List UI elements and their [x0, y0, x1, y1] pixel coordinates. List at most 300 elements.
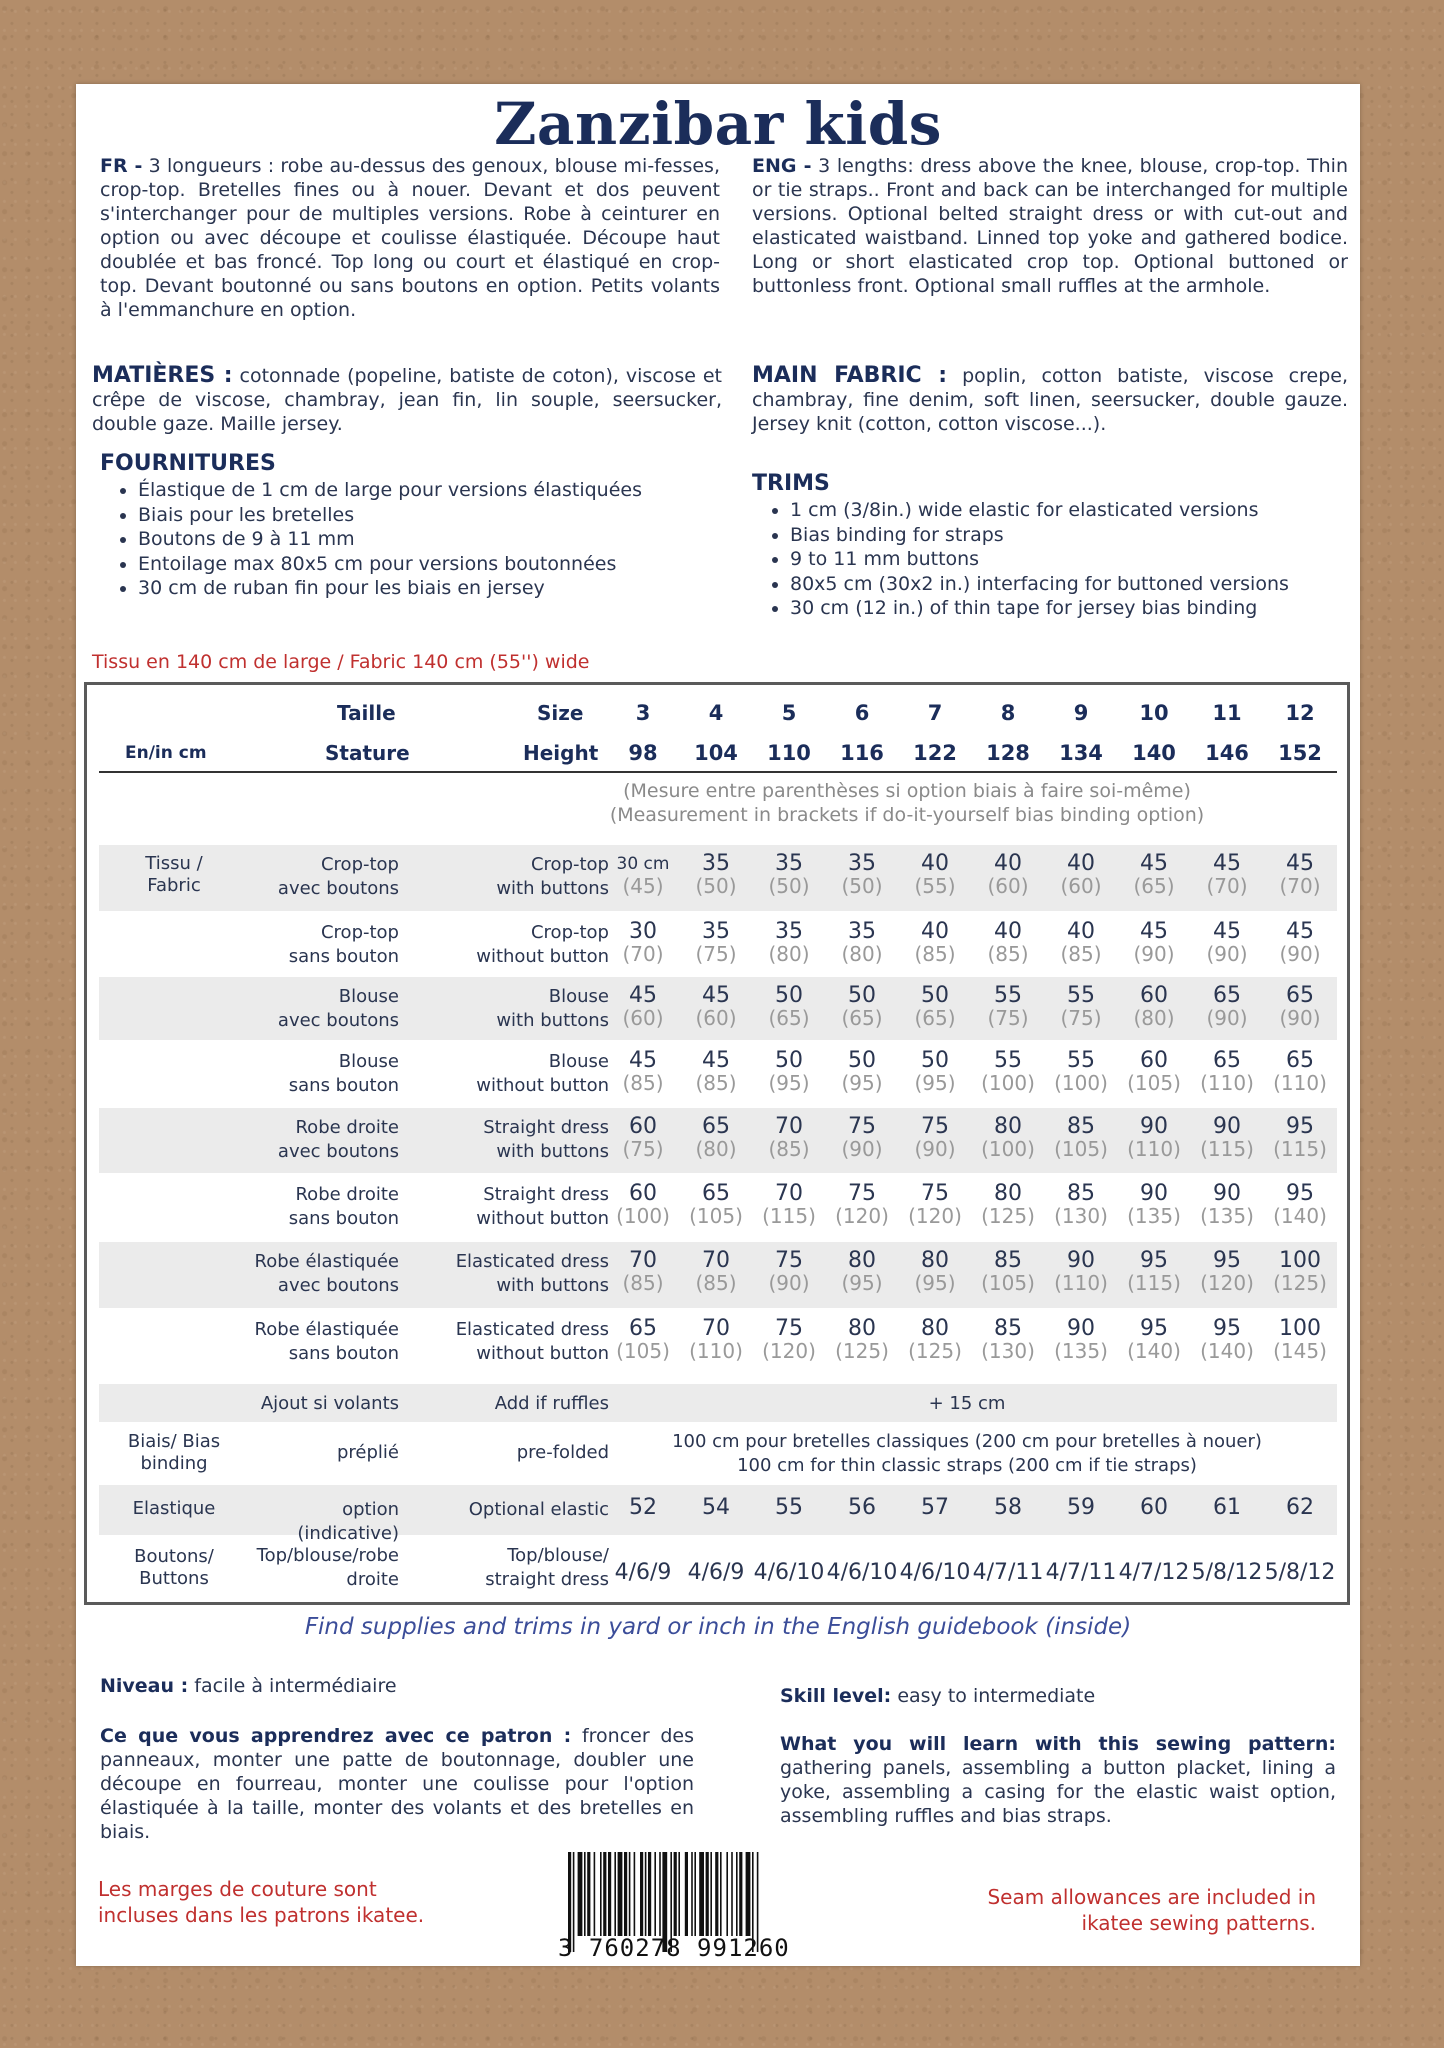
cell-value: 40: [1067, 851, 1095, 876]
table-cell: [1118, 1183, 1190, 1227]
cell-value: 45: [702, 1048, 730, 1073]
table-cell: [607, 1116, 679, 1160]
cell-value: 35: [848, 919, 876, 944]
barcode-bar: [720, 1852, 722, 1936]
cell-value: 50: [848, 983, 876, 1008]
cell-value: 55: [1067, 1048, 1095, 1073]
cell-bias-value: (115): [762, 1204, 816, 1228]
cell-bias-value: (115): [1273, 1137, 1327, 1161]
page-title: Zanzibar kids: [494, 90, 942, 158]
learn-en: [780, 1732, 1336, 1828]
cell-bias-value: (105): [689, 1204, 743, 1228]
table-cell: [1191, 1183, 1263, 1227]
supplies-fr-title: FOURNITURES: [100, 451, 276, 476]
cell-value: 50: [775, 983, 803, 1008]
barcode-bar: [659, 1852, 661, 1936]
ruffles-value: + 15 cm: [928, 1393, 1006, 1414]
barcode-bar: [603, 1852, 606, 1936]
table-cell: [826, 1116, 898, 1160]
cell-value: 56: [848, 1495, 876, 1520]
height-header: Height: [523, 741, 599, 765]
cell-bias-value: (95): [914, 1071, 956, 1095]
row-label-en: Blouse without button: [476, 1051, 609, 1096]
cell-value: 45: [1140, 851, 1168, 876]
cell-value: 65: [702, 1114, 730, 1139]
materials-en: [752, 364, 1348, 436]
ruffles-fr: Ajout si volants: [260, 1393, 399, 1414]
table-cell: [1118, 1116, 1190, 1160]
level-fr-label: Niveau :: [100, 1675, 189, 1697]
row-label-en: Straight dress with buttons: [483, 1117, 609, 1162]
cell-value: 4/6/9: [687, 1560, 745, 1585]
table-cell: [753, 921, 825, 965]
barcode-bar: [618, 1852, 623, 1936]
table-cell: [972, 921, 1044, 965]
cell-bias-value: (85): [1060, 942, 1102, 966]
cell-value: 4/6/9: [614, 1560, 672, 1585]
table-row: [99, 845, 1337, 911]
cell-value: 40: [921, 851, 949, 876]
height-122: 122: [913, 741, 957, 765]
cell-value: 60: [1140, 1495, 1168, 1520]
table-cell: [899, 921, 971, 965]
cell-value: 55: [775, 1495, 803, 1520]
barcode-bar: [731, 1852, 733, 1936]
row-label-en: Elasticated dress with buttons: [455, 1251, 609, 1296]
intro-fr: [100, 154, 720, 322]
table-cell: [753, 1497, 825, 1519]
cell-value: 50: [921, 983, 949, 1008]
cell-bias-value: (140): [1127, 1339, 1181, 1363]
size-10: 10: [1139, 701, 1169, 725]
cell-value: 35: [775, 851, 803, 876]
elastic-fr: option (indicative): [297, 1499, 399, 1544]
cell-value: 65: [702, 1181, 730, 1206]
table-cell: [607, 985, 679, 1029]
cell-bias-value: (135): [1127, 1204, 1181, 1228]
barcode-bar: [584, 1852, 586, 1936]
cell-value: 62: [1286, 1495, 1314, 1520]
supplies-en-list: [752, 498, 1348, 621]
cell-value: 45: [702, 983, 730, 1008]
seam-note-fr: Les marges de couture sont incluses dans les patrons ikatee.: [98, 1877, 425, 1927]
cell-bias-value: (135): [1200, 1204, 1254, 1228]
bias-note: [607, 779, 1207, 827]
size-9: 9: [1073, 701, 1089, 725]
cell-value: 75: [775, 1248, 803, 1273]
level-fr: [100, 1674, 397, 1698]
bias-group: Biais/ Bias binding: [127, 1431, 221, 1474]
barcode-bar: [645, 1852, 647, 1936]
cell-bias-value: (120): [762, 1339, 816, 1363]
cell-value: 5/8/12: [1191, 1560, 1263, 1585]
cell-value: 4/6/10: [753, 1560, 825, 1585]
table-cell: [899, 1050, 971, 1094]
table-cell: [972, 853, 1044, 897]
cell-bias-value: (100): [981, 1137, 1035, 1161]
cell-value: 35: [775, 919, 803, 944]
intro-eng-text: 3 lengths: dress above the knee, blouse, crop-top. Thin or tie straps.. Front and back can be interchanged for multiple versions. Optional belted straight dress or with cut-out and elasticated waistband. Linned top yoke and gathered bodice. Long or short elasticated crop top. Optional buttoned or buttonless front. Optional small ruffles at the armhole.: [752, 155, 1348, 297]
row-label-fr: Robe droite avec boutons: [277, 1117, 399, 1162]
barcode-bar: [715, 1852, 718, 1936]
cell-bias-value: (75): [622, 1137, 664, 1161]
cell-value: 80: [921, 1316, 949, 1341]
cell-value: 75: [921, 1181, 949, 1206]
barcode-bar: [587, 1852, 590, 1936]
cell-value: 90: [1213, 1181, 1241, 1206]
level-en: [780, 1684, 1095, 1708]
height-128: 128: [986, 741, 1030, 765]
cell-value: 45: [1286, 919, 1314, 944]
cell-value: 65: [1213, 983, 1241, 1008]
height-152: 152: [1278, 741, 1322, 765]
table-cell: [1191, 1562, 1263, 1584]
learn-en-label: What you will learn with this sewing pattern:: [780, 1733, 1336, 1755]
table-cell: [680, 1250, 752, 1294]
buttons-en: Top/blouse/ straight dress: [485, 1545, 609, 1590]
size-7: 7: [927, 701, 943, 725]
barcode-bar: [600, 1852, 602, 1936]
cell-value: 70: [702, 1316, 730, 1341]
cell-value: 60: [629, 1114, 657, 1139]
table-cell: [826, 1497, 898, 1519]
table-cell: [607, 1183, 679, 1227]
bias-line-2: 100 cm for thin classic straps (200 cm if tie straps): [737, 1455, 1197, 1476]
cell-bias-value: (65): [841, 1006, 883, 1030]
row-label-en: Straight dress without button: [476, 1184, 609, 1229]
size-5: 5: [781, 701, 797, 725]
table-cell: [1118, 1050, 1190, 1094]
elastic-row: [99, 1485, 1337, 1544]
cell-bias-value: (120): [835, 1204, 889, 1228]
cell-value: 40: [994, 851, 1022, 876]
table-cell: [899, 1183, 971, 1227]
table-cell: [1045, 1562, 1117, 1584]
size-3: 3: [635, 701, 651, 725]
cell-value: 50: [921, 1048, 949, 1073]
barcode-bar: [694, 1852, 696, 1936]
table-cell: [607, 1562, 679, 1584]
cell-value: 100: [1279, 1316, 1321, 1341]
table-cell: [1045, 1497, 1117, 1519]
cell-bias-value: (65): [914, 1006, 956, 1030]
cell-bias-value: (110): [1273, 1071, 1327, 1095]
list-item: • Entoilage max 80x5 cm pour versions boutonnées: [138, 552, 720, 577]
learn-fr-text: froncer des panneaux, monter une patte de boutonnage, doubler une découpe en fourreau, monter une coulisse pour l'option élastiquée à la taille, monter des volants et des bretelles en biais.: [100, 1725, 695, 1843]
cell-value: 85: [994, 1248, 1022, 1273]
cell-bias-value: (105): [1127, 1071, 1181, 1095]
table-cell: [1118, 985, 1190, 1029]
cell-bias-value: (80): [841, 942, 883, 966]
table-cell: [1191, 1250, 1263, 1294]
size-11: 11: [1212, 701, 1242, 725]
height-140: 140: [1132, 741, 1176, 765]
buttons-fr: Top/blouse/robe droite: [256, 1545, 399, 1590]
cell-value: 40: [1067, 919, 1095, 944]
cell-value: 85: [994, 1316, 1022, 1341]
table-cell: [680, 1318, 752, 1362]
cell-bias-value: (60): [1060, 874, 1102, 898]
table-cell: [753, 1562, 825, 1584]
cell-bias-value: (125): [981, 1204, 1035, 1228]
table-cell: [680, 1050, 752, 1094]
list-item: • Bias binding for straps: [790, 523, 1348, 548]
barcode-bar: [614, 1852, 616, 1936]
unit-label: En/in cm: [125, 743, 207, 763]
row-label-en: Crop-top without button: [476, 922, 609, 967]
cell-bias-value: (50): [768, 874, 810, 898]
cell-bias-value: (95): [841, 1271, 883, 1295]
cell-value: 45: [1213, 851, 1241, 876]
table-cell: [826, 921, 898, 965]
cell-bias-value: (95): [768, 1071, 810, 1095]
barcode-bar: [691, 1852, 693, 1936]
cell-bias-value: (70): [622, 942, 664, 966]
cell-bias-value: (145): [1273, 1339, 1327, 1363]
bias-fr: préplié: [336, 1442, 399, 1463]
table-cell: [607, 1250, 679, 1294]
list-item: • 30 cm de ruban fin pour les biais en jersey: [138, 576, 720, 601]
table-cell: [972, 1183, 1044, 1227]
cell-bias-value: (80): [1133, 1006, 1175, 1030]
barcode-bar: [678, 1852, 680, 1936]
table-cell: [753, 1183, 825, 1227]
size-8: 8: [1000, 701, 1016, 725]
row-label-fr: Robe élastiquée avec boutons: [254, 1251, 399, 1296]
cell-value: 5/8/12: [1264, 1560, 1336, 1585]
barcode-bar: [726, 1852, 728, 1936]
table-cell: [753, 1318, 825, 1362]
table-cell: [1045, 1183, 1117, 1227]
supplies-fr: [100, 452, 720, 601]
cell-bias-value: (95): [841, 1071, 883, 1095]
table-cell: [607, 1318, 679, 1362]
barcode-bar: [710, 1852, 712, 1936]
barcode-bar: [739, 1852, 742, 1936]
cell-value: 4/7/12: [1118, 1560, 1190, 1585]
table-cell: [753, 985, 825, 1029]
table-cell: [753, 853, 825, 897]
supplies-fr-list: [100, 478, 720, 601]
table-cell: [753, 1116, 825, 1160]
table-cell: [899, 1562, 971, 1584]
cell-bias-value: (80): [768, 942, 810, 966]
size-4: 4: [708, 701, 724, 725]
cell-value: 75: [848, 1181, 876, 1206]
cell-bias-value: (45): [622, 874, 664, 898]
cell-value: 95: [1213, 1316, 1241, 1341]
fabric-width-note: Tissu en 140 cm de large / Fabric 140 cm (55'') wide: [92, 651, 590, 673]
list-item: • Biais pour les bretelles: [138, 503, 720, 528]
table-cell: [607, 853, 679, 897]
table-cell: [1118, 1497, 1190, 1519]
table-cell: [607, 921, 679, 965]
cell-bias-value: (140): [1273, 1204, 1327, 1228]
barcode-bar: [685, 1852, 688, 1936]
cell-bias-value: (65): [768, 1006, 810, 1030]
barcode-number: 3 760278 991260: [558, 1934, 790, 1962]
table-row: [99, 1175, 1337, 1240]
cell-bias-value: (140): [1200, 1339, 1254, 1363]
table-cell: [607, 1050, 679, 1094]
cell-bias-value: (70): [1279, 874, 1321, 898]
table-cell: [1264, 1318, 1336, 1362]
cell-value: 95: [1286, 1181, 1314, 1206]
cell-bias-value: (90): [841, 1137, 883, 1161]
table-cell: [899, 1497, 971, 1519]
barcode-bar: [674, 1852, 677, 1936]
cell-value: 75: [921, 1114, 949, 1139]
table-cell: [1118, 853, 1190, 897]
row-label-en: Blouse with buttons: [496, 986, 609, 1031]
size-6: 6: [854, 701, 870, 725]
learn-fr: [100, 1724, 694, 1844]
table-cell: [826, 1183, 898, 1227]
cell-value: 80: [848, 1316, 876, 1341]
table-cell: [1191, 1497, 1263, 1519]
cell-value: 40: [994, 919, 1022, 944]
barcode-bar: [746, 1852, 751, 1936]
cell-value: 4/7/11: [972, 1560, 1044, 1585]
intro-eng: [752, 154, 1348, 298]
bias-en: pre-folded: [516, 1442, 609, 1463]
bias-line-1: 100 cm pour bretelles classiques (200 cm pour bretelles à nouer): [672, 1431, 1262, 1452]
cell-bias-value: (85): [914, 942, 956, 966]
cell-bias-value: (115): [1200, 1137, 1254, 1161]
cell-value: 65: [1213, 1048, 1241, 1073]
table-cell: [1191, 985, 1263, 1029]
cell-bias-value: (130): [981, 1339, 1035, 1363]
table-cell: [1118, 1250, 1190, 1294]
ruffles-row: [99, 1384, 1337, 1422]
cell-bias-value: (90): [1279, 942, 1321, 966]
table-row: [99, 913, 1337, 975]
table-cell: [1191, 1116, 1263, 1160]
list-item: • 9 to 11 mm buttons: [790, 547, 1348, 572]
table-cell: [972, 985, 1044, 1029]
cell-bias-value: (90): [1206, 1006, 1248, 1030]
table-cell: [826, 853, 898, 897]
table-cell: [1118, 1562, 1190, 1584]
cell-bias-value: (85): [622, 1271, 664, 1295]
table-cell: [1264, 1250, 1336, 1294]
table-cell: [680, 1183, 752, 1227]
barcode-bar: [640, 1852, 643, 1936]
barcode-bar: [594, 1852, 596, 1936]
cell-bias-value: (90): [914, 1137, 956, 1161]
level-en-label: Skill level:: [780, 1685, 892, 1707]
height-98: 98: [628, 741, 658, 765]
table-row: [99, 977, 1337, 1040]
stature-header: Stature: [325, 741, 410, 765]
height-104: 104: [694, 741, 738, 765]
cell-value: 30: [629, 919, 657, 944]
cell-bias-value: (120): [1200, 1271, 1254, 1295]
height-110: 110: [767, 741, 811, 765]
row-label-fr: Robe droite sans bouton: [288, 1184, 399, 1229]
cell-bias-value: (130): [1054, 1204, 1108, 1228]
table-cell: [899, 1318, 971, 1362]
cell-bias-value: (105): [1054, 1137, 1108, 1161]
cell-value: 65: [629, 1316, 657, 1341]
cell-value: 45: [629, 983, 657, 1008]
cell-value: 70: [629, 1248, 657, 1273]
cell-value: 55: [994, 983, 1022, 1008]
cell-value: 65: [1286, 983, 1314, 1008]
table-cell: [1118, 1318, 1190, 1362]
cell-value: 55: [994, 1048, 1022, 1073]
cell-bias-value: (85): [695, 1271, 737, 1295]
table-cell: [753, 1050, 825, 1094]
elastic-en: Optional elastic: [468, 1499, 609, 1520]
cell-bias-value: (110): [1054, 1271, 1108, 1295]
table-cell: [1264, 1183, 1336, 1227]
cell-value: 30 cm: [616, 854, 670, 874]
cell-value: 65: [1286, 1048, 1314, 1073]
cell-value: 75: [775, 1316, 803, 1341]
cell-bias-value: (60): [695, 1006, 737, 1030]
taille-header: Taille: [337, 701, 396, 725]
size-12: 12: [1285, 701, 1315, 725]
cell-bias-value: (105): [981, 1271, 1035, 1295]
table-cell: [1045, 1250, 1117, 1294]
cell-value: 54: [702, 1495, 730, 1520]
table-cell: [1045, 1050, 1117, 1094]
cell-value: 60: [1140, 1048, 1168, 1073]
cell-value: 85: [1067, 1181, 1095, 1206]
table-cell: [972, 1116, 1044, 1160]
height-134: 134: [1059, 741, 1103, 765]
bias-note-fr: (Mesure entre parenthèses si option biais à faire soi-même): [623, 780, 1191, 802]
cell-bias-value: (125): [908, 1339, 962, 1363]
cell-value: 45: [1213, 919, 1241, 944]
table-cell: [680, 921, 752, 965]
row-label-fr: Crop-top sans bouton: [288, 922, 399, 967]
intro-eng-label: ENG -: [752, 155, 812, 177]
cell-value: 80: [848, 1248, 876, 1273]
table-cell: [1264, 1562, 1336, 1584]
cell-value: 45: [1286, 851, 1314, 876]
cell-value: 95: [1213, 1248, 1241, 1273]
table-cell: [1045, 921, 1117, 965]
table-cell: [826, 1050, 898, 1094]
bias-note-en: (Measurement in brackets if do-it-yourself bias binding option): [609, 804, 1205, 826]
cell-bias-value: (60): [622, 1006, 664, 1030]
cell-value: 50: [848, 1048, 876, 1073]
table-cell: [1191, 1050, 1263, 1094]
cell-bias-value: (100): [981, 1071, 1035, 1095]
barcode-bar: [578, 1852, 583, 1936]
cell-bias-value: (75): [987, 1006, 1029, 1030]
cell-bias-value: (85): [622, 1071, 664, 1095]
cell-bias-value: (50): [695, 874, 737, 898]
cell-value: 95: [1140, 1316, 1168, 1341]
table-cell: [1191, 921, 1263, 965]
cell-value: 90: [1140, 1181, 1168, 1206]
supplies-en-title: TRIMS: [752, 471, 830, 496]
header-divider: [99, 771, 1337, 773]
level-en-text: easy to intermediate: [897, 1685, 1096, 1707]
cell-bias-value: (95): [914, 1271, 956, 1295]
intro-fr-text: 3 longueurs : robe au-dessus des genoux, blouse mi-fesses, crop-top. Bretelles fines ou à nouer. Devant et dos peuvent s'interchanger pour de multiples versions. Robe à ceinturer en option ou avec découpe et coulisse élastiquée. Découpe haut doublée et bas froncé. Top long ou court et élastiqué en crop-top. Devant boutonné ou sans boutons en option. Petits volants à l'emmanchure en option.: [100, 155, 720, 321]
cell-bias-value: (85): [695, 1071, 737, 1095]
elastic-group: Elastique: [132, 1498, 216, 1519]
list-item: • 30 cm (12 in.) of thin tape for jersey bias binding: [790, 596, 1348, 621]
cell-bias-value: (125): [1273, 1271, 1327, 1295]
table-cell: [680, 1562, 752, 1584]
table-row: [99, 1242, 1337, 1308]
cell-value: 70: [702, 1248, 730, 1273]
